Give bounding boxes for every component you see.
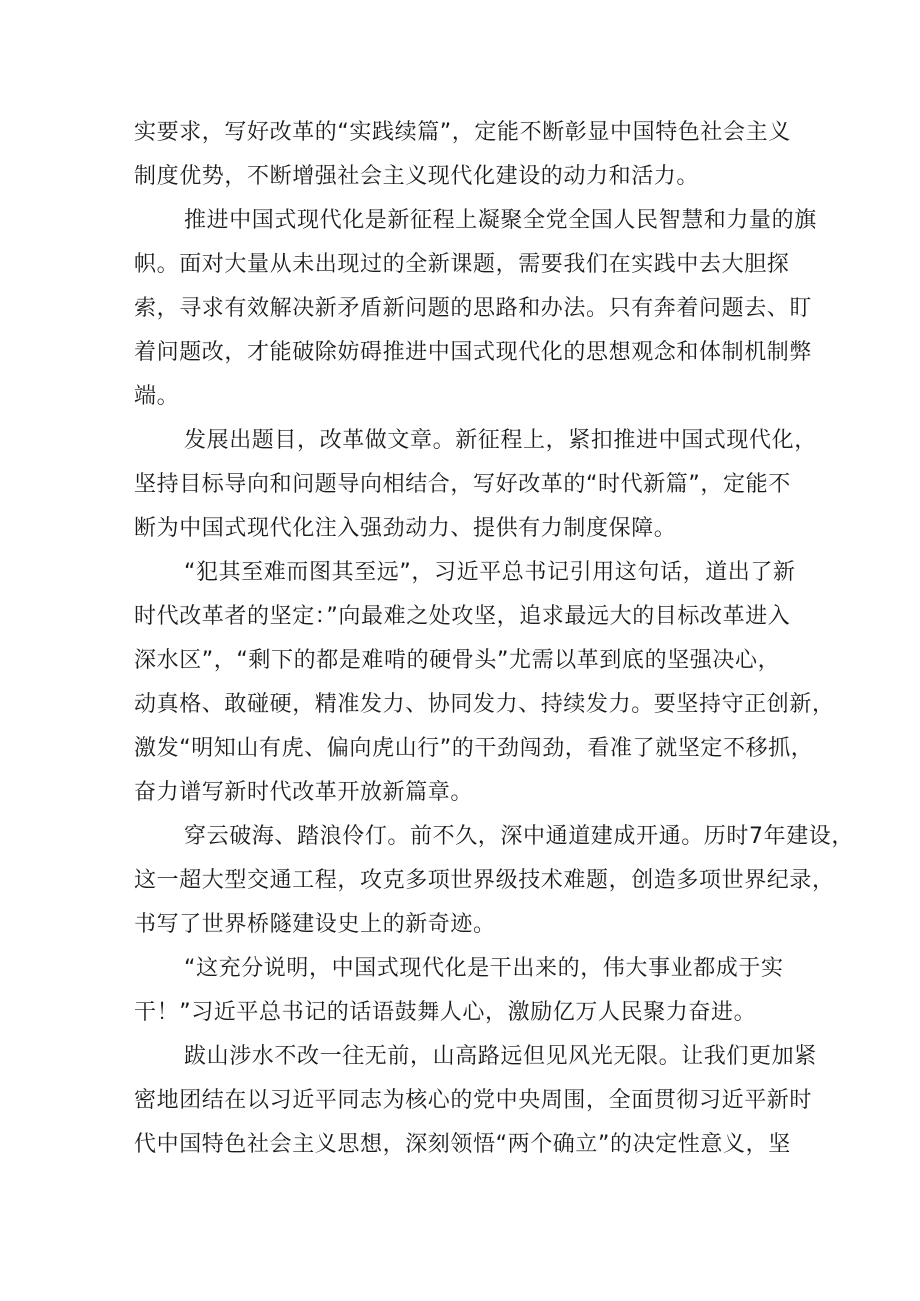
paragraph-2-line-3: 索，寻求有效解决新矛盾新问题的思路和办法。只有奔着问题去、盯	[134, 296, 813, 321]
paragraph-1-line-1: 实要求，写好改革的“实践续篇”，定能不断彰显中国特色社会主义	[134, 120, 791, 145]
paragraph-3-line-1: 发展出题目，改革做文章。新征程上，紧扣推进中国式现代化，	[184, 428, 817, 453]
paragraph-4-line-6: 奋力谱写新时代改革开放新篇章。	[134, 780, 474, 805]
paragraph-7-line-1: 跋山涉水不改一往无前，山高路远但见风光无限。让我们更加紧	[184, 1044, 817, 1069]
paragraph-2-line-5: 端。	[134, 384, 180, 409]
paragraph-4-line-3: 深水区”，“剩下的都是难啃的硬骨头”尤需以革到底的坚强决心，	[134, 648, 781, 673]
paragraph-4-line-5: 激发“明知山有虎、偏向虎山行”的干劲闯劲，看准了就坚定不移抓，	[134, 736, 814, 761]
paragraph-4-line-2: 时代改革者的坚定：”向最难之处攻坚，追求最远大的目标改革进入	[134, 604, 791, 629]
paragraph-3-line-2: 坚持目标导向和问题导向相结合，写好改革的“时代新篇”，定能不	[134, 472, 791, 497]
paragraph-5-line-3: 书写了世界桥隧建设史上的新奇迹。	[134, 912, 496, 937]
paragraph-2-line-2: 帜。面对大量从未出现过的全新课题，需要我们在实践中去大胆探	[134, 252, 790, 277]
paragraph-6-line-1: “这充分说明，中国式现代化是干出来的，伟大事业都成于实	[184, 956, 784, 981]
paragraph-4-line-4: 动真格、敢碰硬，精准发力、协同发力、持续发力。要坚持守正创新，	[134, 692, 835, 717]
paragraph-2-line-4: 着问题改，才能破除妨碍推进中国式现代化的思想观念和体制机制弊	[134, 340, 813, 365]
paragraph-7-line-3: 代中国特色社会主义思想，深刻领悟“两个确立”的决定性意义，坚	[134, 1132, 791, 1157]
paragraph-2-line-1: 推进中国式现代化是新征程上凝聚全党全国人民智慧和力量的旗	[184, 208, 817, 233]
paragraph-1-line-2: 制度优势，不断增强社会主义现代化建设的动力和活力。	[134, 164, 700, 189]
paragraph-7-line-2: 密地团结在以习近平同志为核心的党中央周围，全面贯彻习近平新时	[134, 1088, 813, 1113]
paragraph-4-line-1: “犯其至难而图其至远”，习近平总书记引用这句话，道出了新	[184, 560, 796, 585]
paragraph-6-line-2: 干！”习近平总书记的话语鼓舞人心，激励亿万人民聚力奋进。	[134, 1000, 757, 1025]
paragraph-3-line-3: 断为中国式现代化注入强劲动力、提供有力制度保障。	[134, 516, 677, 541]
paragraph-5-line-2: 这一超大型交通工程，攻克多项世界级技术难题，创造多项世界纪录，	[134, 868, 835, 893]
paragraph-5-line-1: 穿云破海、踏浪伶仃。前不久，深中通道建成开通。历时7年建设，	[184, 824, 854, 849]
